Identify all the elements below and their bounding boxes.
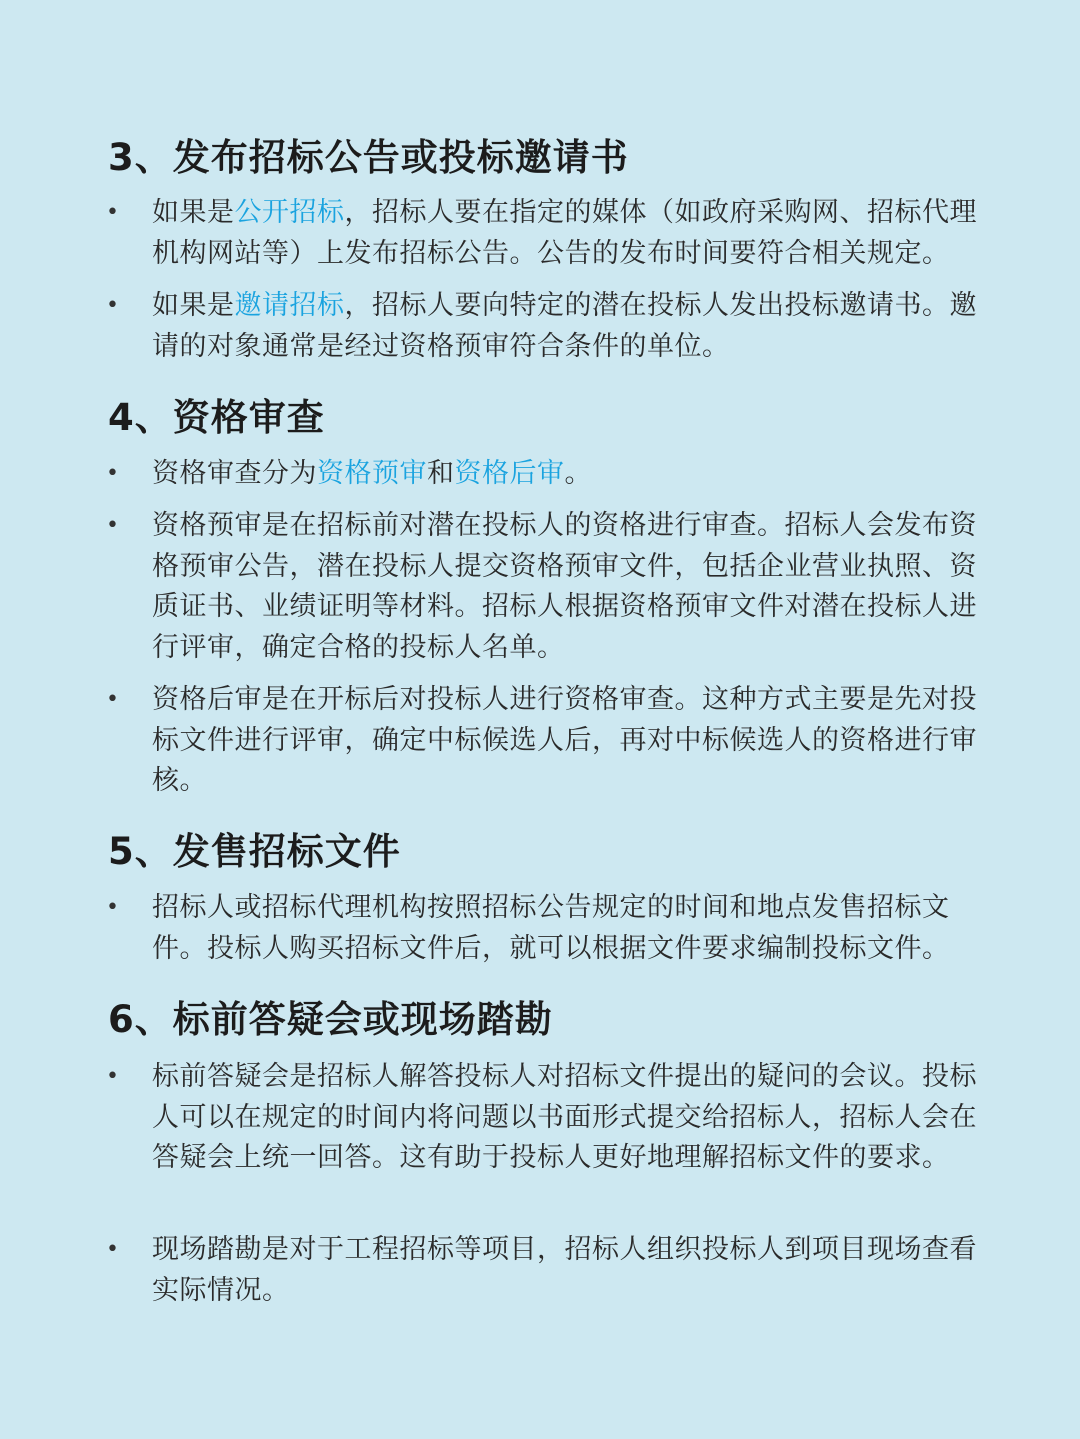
text-run: 和 [427, 458, 455, 489]
section-heading-3: 3、发布招标公告或投标邀请书 [108, 136, 629, 179]
text-run: 。 [564, 458, 592, 489]
list-item-text [152, 454, 982, 495]
list-item-text: 资格预审是在招标前对潜在投标人的资格进行审查。招标人会发布资格预审公告，潜在投标人提交资格预审文件，包括企业营业执照、资质证书、业绩证明等材料。招标人根据资格预审文件对潜在投标人进行评审，确定合格的投标人名单。 [152, 510, 977, 663]
text-run: 如果是 [152, 290, 235, 321]
highlight-term: 资格预审 [317, 458, 427, 489]
bullet-icon: • [106, 513, 119, 538]
section-heading-4: 4、资格审查 [108, 396, 325, 439]
list-item-text: 资格后审是在开标后对投标人进行资格审查。这种方式主要是先对投标文件进行评审，确定中标候选人后，再对中标候选人的资格进行审核。 [152, 684, 977, 796]
text-run: ，招标人要向特定的潜在投标人发出投标邀请书。邀请的对象通常是经过资格预审符合条件的单位。 [152, 290, 977, 362]
text-run: ，招标人要在指定的媒体（如政府采购网、招标代理机构网站等）上发布招标公告。公告的发布时间要符合相关规定。 [152, 197, 977, 269]
bullet-icon: • [106, 293, 119, 318]
text-run: 资格审查分为 [152, 458, 317, 489]
bullet-icon: • [106, 200, 119, 225]
highlight-term: 资格后审 [454, 458, 565, 489]
section-heading-6: 6、标前答疑会或现场踏勘 [108, 998, 553, 1041]
bullet-icon: • [106, 895, 119, 920]
highlight-term: 公开招标 [234, 197, 345, 228]
list-item-text: 现场踏勘是对于工程招标等项目，招标人组织投标人到项目现场查看实际情况。 [152, 1234, 977, 1306]
text-run: 如果是 [152, 197, 235, 228]
bullet-icon: • [106, 1237, 119, 1262]
list-item-text [152, 193, 982, 274]
list-item-text [152, 286, 982, 367]
bullet-icon: • [106, 1064, 119, 1089]
highlight-term: 邀请招标 [234, 290, 345, 321]
list-item-text: 标前答疑会是招标人解答投标人对招标文件提出的疑问的会议。投标人可以在规定的时间内将问题以书面形式提交给招标人，招标人会在答疑会上统一回答。这有助于投标人更好地理解招标文件的要求。 [152, 1061, 977, 1173]
section-heading-5: 5、发售招标文件 [108, 830, 401, 873]
bullet-icon: • [106, 687, 119, 712]
list-item-text: 招标人或招标代理机构按照招标公告规定的时间和地点发售招标文件。投标人购买招标文件后，就可以根据文件要求编制投标文件。 [152, 892, 950, 964]
bullet-icon: • [106, 461, 119, 486]
